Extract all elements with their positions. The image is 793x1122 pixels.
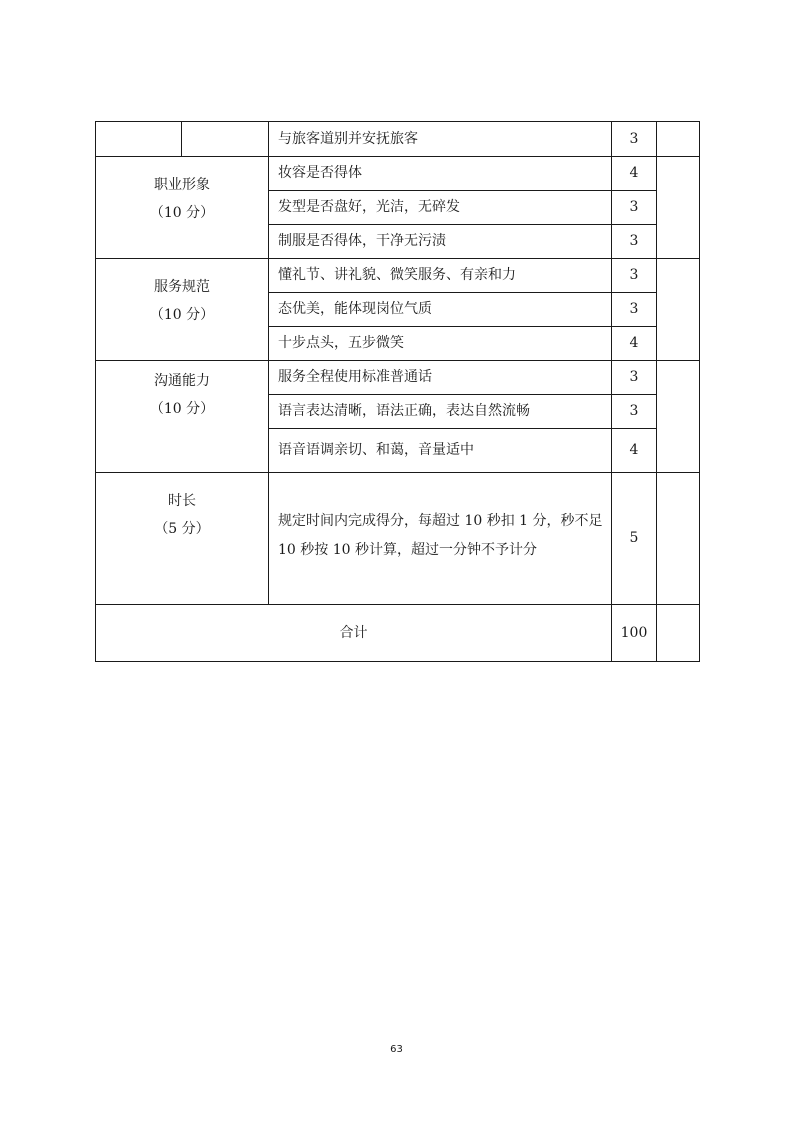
- criterion-cell: 语音语调亲切、和蔼，音量适中: [269, 429, 612, 473]
- points-cell: 3: [612, 259, 657, 293]
- score-input-cell: [657, 259, 700, 361]
- empty-cell: [96, 122, 182, 157]
- table-row: [96, 259, 700, 293]
- score-input-cell: [657, 361, 700, 473]
- category-score: （5 分）: [154, 521, 210, 537]
- category-name: 职业形象: [154, 176, 210, 193]
- category-cell: [96, 157, 269, 259]
- category-cell: [96, 259, 269, 361]
- points-cell: 3: [612, 225, 657, 259]
- table-row: [96, 157, 700, 191]
- points-cell: 5: [612, 473, 657, 605]
- total-row: [96, 605, 700, 662]
- score-input-cell: [657, 122, 700, 157]
- points-cell: 3: [612, 293, 657, 327]
- criterion-cell: 妆容是否得体: [269, 157, 612, 191]
- category-score: （10 分）: [149, 306, 215, 323]
- table-row: [96, 122, 700, 157]
- category-score: （10 分）: [149, 204, 215, 221]
- score-input-cell: [657, 157, 700, 259]
- points-cell: 3: [612, 361, 657, 395]
- criterion-cell: 服务全程使用标准普通话: [269, 361, 612, 395]
- page-number: 63: [390, 1044, 403, 1055]
- scoring-table: [95, 121, 700, 662]
- empty-cell: [182, 122, 269, 157]
- category-score: （10 分）: [149, 401, 215, 417]
- criterion-cell: 与旅客道别并安抚旅客: [269, 122, 612, 157]
- points-cell: 4: [612, 429, 657, 473]
- total-points: 100: [612, 605, 657, 662]
- points-cell: 4: [612, 327, 657, 361]
- criterion-cell: 规定时间内完成得分，每超过 10 秒扣 1 分，秒不足 10 秒按 10 秒计算，超过一分钟不予计分: [269, 473, 612, 605]
- criterion-cell: 发型是否盘好，光洁，无碎发: [269, 191, 612, 225]
- points-cell: 3: [612, 191, 657, 225]
- criterion-cell: 态优美，能体现岗位气质: [269, 293, 612, 327]
- score-input-cell: [657, 473, 700, 605]
- criterion-cell: 懂礼节、讲礼貌、微笑服务、有亲和力: [269, 259, 612, 293]
- category-cell: [96, 361, 269, 473]
- points-cell: 3: [612, 122, 657, 157]
- criterion-cell: 十步点头，五步微笑: [269, 327, 612, 361]
- criterion-cell: 语言表达清晰，语法正确，表达自然流畅: [269, 395, 612, 429]
- points-cell: 4: [612, 157, 657, 191]
- table-row: [96, 361, 700, 395]
- category-name: 服务规范: [154, 278, 210, 295]
- category-name: 沟通能力: [154, 373, 210, 389]
- criterion-cell: 制服是否得体，干净无污渍: [269, 225, 612, 259]
- score-input-cell: [657, 605, 700, 662]
- total-label: 合计: [96, 605, 612, 662]
- table-row: [96, 473, 700, 605]
- points-cell: 3: [612, 395, 657, 429]
- category-name: 时长: [168, 493, 196, 509]
- category-cell: [96, 473, 269, 605]
